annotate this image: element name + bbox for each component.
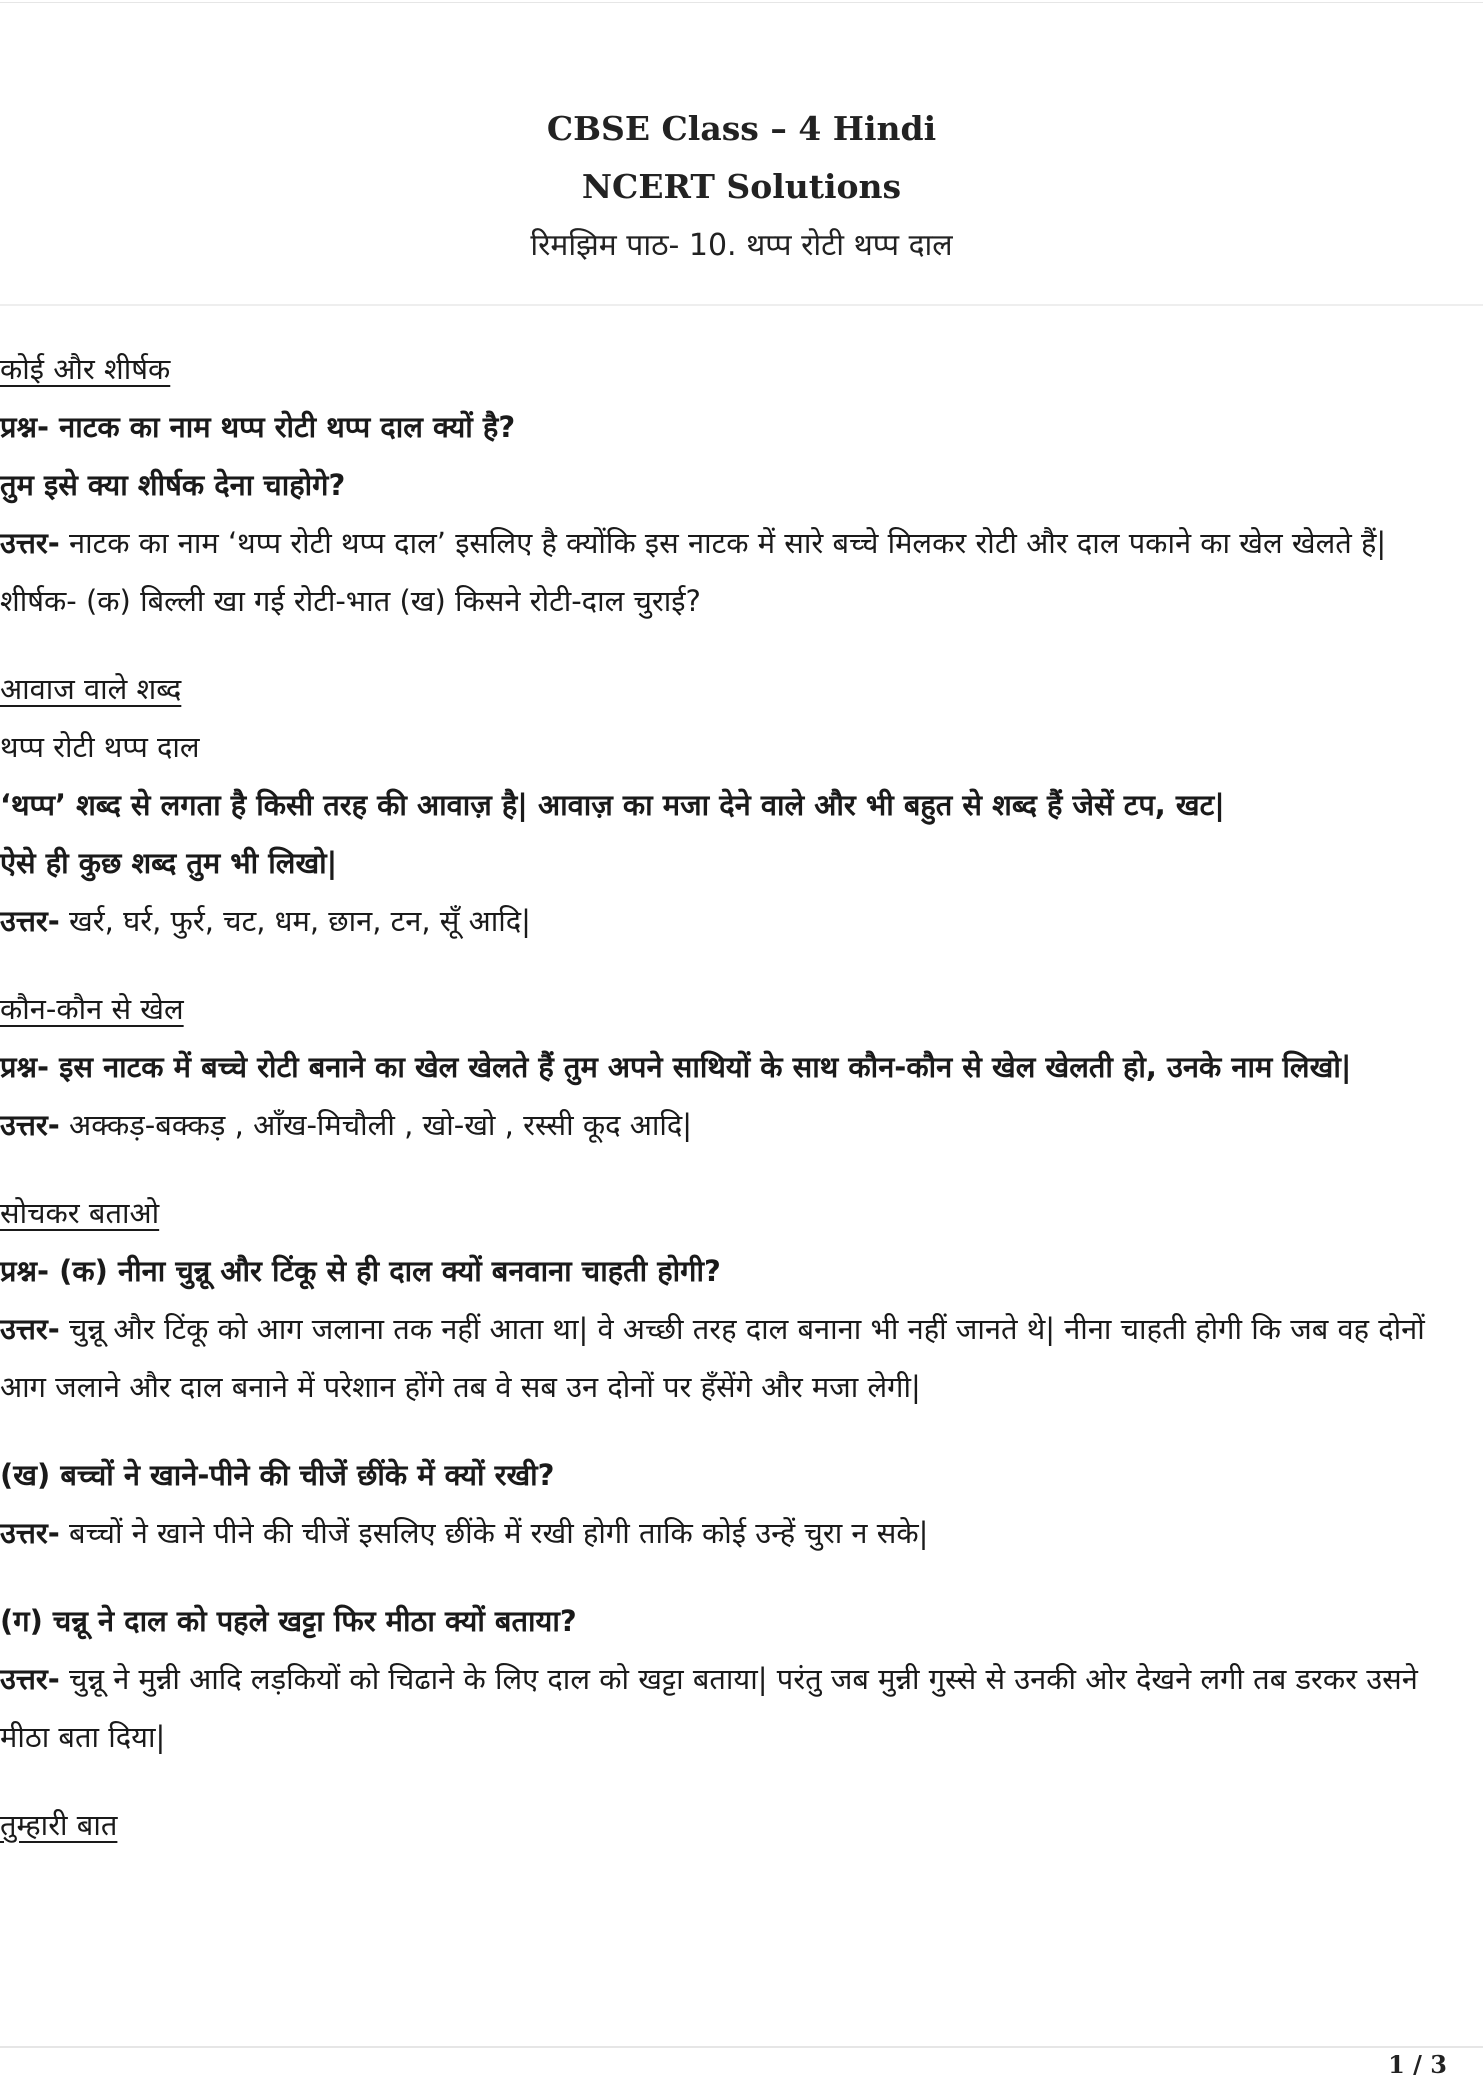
answer-label: उत्तर- [0, 1312, 60, 1346]
answer-paragraph [0, 1096, 1460, 1154]
answer-text: चुन्नू ने मुन्नी आदि लड़कियों को चिढाने के लिए दाल को खट्टा बताया| परंतु जब मुन्नी गुस्से से उनकी ओर देखने लगी तब डरकर उसने मीठा बता दिया| [0, 1662, 1418, 1754]
section-title-koi-aur-shirshak: कोई और शीर्षक [0, 352, 171, 386]
question-line: ऐसे ही कुछ शब्द तुम भी लिखो| [0, 846, 338, 880]
answer-text: अक्कड़-बक्कड़ , आँख-मिचौली , खो-खो , रस्सी कूद आदि| [59, 1108, 693, 1142]
section-title-sochkar-batao: सोचकर बताओ [0, 1196, 160, 1230]
document-header [0, 100, 1483, 276]
answer-label: उत्तर- [0, 904, 60, 938]
header-chapter-title: रिमझिम पाठ- 10. थप्प रोटी थप्प दाल [530, 228, 953, 263]
question-line: प्रश्न- (क) नीना चुन्नू और टिंकू से ही दाल क्यों बनवाना चाहती होगी? [0, 1254, 721, 1288]
question-line: ‘थप्प’ शब्द से लगता है किसी तरह की आवाज़ है| आवाज़ का मजा देने वाले और भी बहुत से शब्द हैं जेसें टप, खट| [0, 788, 1225, 822]
answer-paragraph [0, 892, 1460, 950]
answer-label: उत्तर- [0, 1108, 60, 1142]
question-line: (ग) चन्नू ने दाल को पहले खट्टा फिर मीठा क्यों बताया? [0, 1604, 577, 1638]
question-line: प्रश्न- इस नाटक में बच्चे रोटी बनाने का खेल खेलते हैं तुम अपने साथियों के साथ कौन-कौन से खेल खेलती हो, उनके नाम लिखो| [0, 1050, 1352, 1084]
answer-label: उत्तर- [0, 1662, 60, 1696]
question-line: प्रश्न- नाटक का नाम थप्प रोटी थप्प दाल क्यों है? [0, 410, 516, 444]
header-class-title: CBSE Class – 4 Hindi [546, 109, 937, 148]
answer-paragraph [0, 1300, 1460, 1416]
question-line: तुम इसे क्या शीर्षक देना चाहोगे? [0, 468, 346, 502]
section-title-awaz-wale-shabd: आवाज वाले शब्द [0, 672, 182, 706]
answer-label: उत्तर- [0, 526, 60, 560]
text-line: थप्प रोटी थप्प दाल [0, 730, 200, 764]
page-number: 1 / 3 [1388, 2050, 1447, 2079]
section-title-tumhari-baat: तुम्हारी बात [0, 1808, 118, 1842]
answer-label: उत्तर- [0, 1516, 60, 1550]
answer-text: खर्र, घर्र, फुर्र, चट, धम, छान, टन, सूँ आदि| [59, 904, 531, 938]
answer-paragraph [0, 1650, 1460, 1766]
title-suggestions: शीर्षक- (क) बिल्ली खा गई रोटी-भात (ख) किसने रोटी-दाल चुराई? [0, 584, 701, 618]
answer-text: चुन्नू और टिंकू को आग जलाना तक नहीं आता था| वे अच्छी तरह दाल बनाना भी नहीं जानते थे| नीना चाहती होगी कि जब वह दोनों आग जलाने और दाल बनाने में परेशान होंगे तब वे सब उन दोनों पर हँसेंगे और मजा लेगी| [0, 1312, 1425, 1404]
answer-paragraph [0, 514, 1460, 572]
top-border [0, 2, 1483, 3]
answer-text: बच्चों ने खाने पीने की चीजें इसलिए छींके में रखी होगी ताकि कोई उन्हें चुरा न सके| [59, 1516, 929, 1550]
document-body [0, 340, 1460, 1854]
footer-divider [0, 2046, 1483, 2048]
answer-text: नाटक का नाम ‘थप्प रोटी थप्प दाल’ इसलिए है क्योंकि इस नाटक में सारे बच्चे मिलकर रोटी और दाल पकाने का खेल खेलते हैं| [59, 526, 1387, 560]
section-title-kaun-kaun-se-khel: कौन-कौन से खेल [0, 992, 184, 1026]
answer-paragraph [0, 1504, 1460, 1562]
header-solutions-title: NCERT Solutions [581, 167, 902, 206]
header-divider [0, 304, 1483, 306]
question-line: (ख) बच्चों ने खाने-पीने की चीजें छींके में क्यों रखी? [0, 1458, 555, 1492]
